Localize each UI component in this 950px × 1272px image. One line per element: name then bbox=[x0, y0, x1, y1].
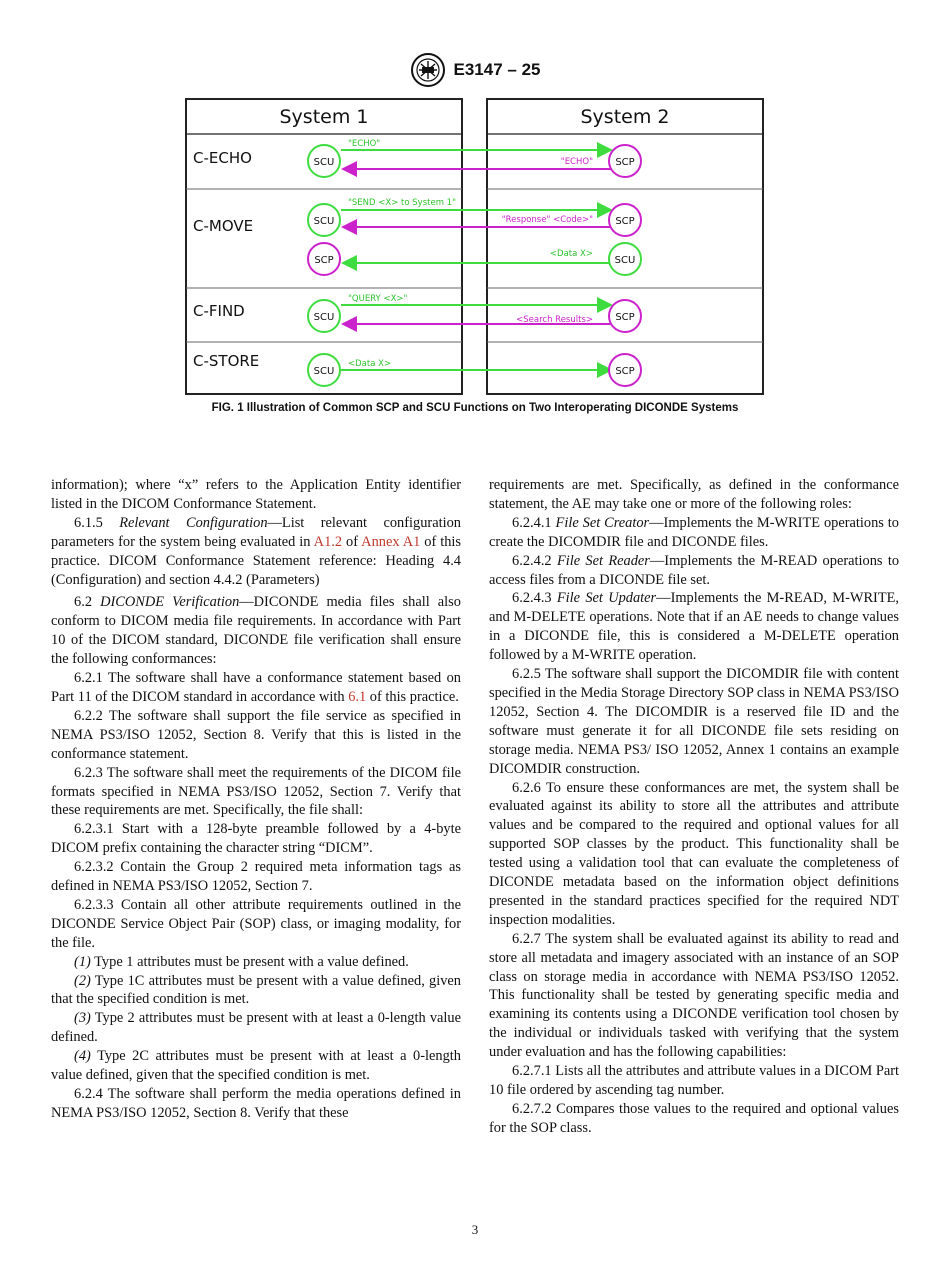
msg-find-response: <Search Results> bbox=[516, 315, 593, 325]
figure-1-diagram bbox=[185, 98, 765, 396]
node-label: SCU bbox=[313, 157, 335, 168]
paragraph-6-2-4-1: 6.2.4.1 File Set Creator—Implements the M-WRITE operations to create the DICOMDIR file and DICONDE files. bbox=[489, 514, 899, 550]
list-item-2: (2) Type 1C attributes must be present with a value defined, given that the specified condition is met. bbox=[51, 972, 461, 1008]
link-a1-2[interactable]: A1.2 bbox=[313, 533, 343, 550]
node-label: SCP bbox=[615, 157, 635, 168]
page-header bbox=[0, 50, 950, 90]
msg-echo-request: "ECHO" bbox=[348, 139, 381, 149]
paragraph: information); where “x” refers to the Application Entity identifier listed in the DICOM Conformance Statement. bbox=[51, 477, 461, 512]
paragraph-6-2-4-3: 6.2.4.3 File Set Updater—Implements the M-READ, M-WRITE, and M-DELETE operations. Note that if an AE needs to change values in a DICONDE file, this is considered a M-DELETE operation followed by a M-WRITE operation. bbox=[489, 590, 900, 664]
msg-echo-response: "ECHO" bbox=[560, 157, 593, 167]
msg-store-data: <Data X> bbox=[348, 359, 392, 369]
node-label: SCU bbox=[313, 216, 335, 227]
link-annex-a1[interactable]: Annex A1 bbox=[361, 533, 421, 550]
list-item-1: (1) Type 1 attributes must be present with a value defined. bbox=[74, 953, 409, 970]
node-label: SCP bbox=[615, 312, 635, 323]
paragraph-6-2-1: 6.2.1 The software shall have a conformance statement based on Part 11 of the DICOM standard in accordance with 6.1 of this practice. bbox=[51, 670, 461, 705]
system-2-title: System 2 bbox=[580, 106, 670, 128]
figure-caption: FIG. 1 Illustration of Common SCP and SCU Functions on Two Interoperating DICONDE Systems bbox=[211, 402, 739, 414]
node-label: SCP bbox=[314, 255, 334, 266]
paragraph-6-1-5: 6.1.5 Relevant Configuration—List relevant configuration parameters for the system being evaluated in A1.2 of Annex A1 of this practice. DICOM Conformance Statement reference: Heading 4.4 (Configuration) and section 4.4.2 (Parameters) bbox=[51, 514, 461, 588]
paragraph-6-2-6: 6.2.6 To ensure these conformances are met, the system shall be evaluated against its ability to store all the attributes and attribute values and be compared to the required and optional values for all supported SOP classes by the product. This functionality shall be tested using a validation tool that can evaluate the completeness of DICONDE metadata based on the information object definitions presented in the standard practices specified for the required NDT inspection modalities. bbox=[489, 779, 899, 928]
row-label-c-find: C-FIND bbox=[193, 302, 245, 320]
msg-move-response: "Response" <Code>" bbox=[501, 215, 593, 225]
paragraph-6-2: 6.2 DICONDE Verification—DICONDE media files shall also conform to DICOM media file requirements. In accordance with Part 10 of the DICOM standard, DICONDE file verification shall ensure the following conformances: bbox=[51, 594, 461, 668]
astm-logo-icon bbox=[410, 52, 446, 88]
row-label-c-store: C-STORE bbox=[193, 352, 260, 370]
list-item-4: (4) Type 2C attributes must be present with at least a 0-length value defined, given that the specified condition is met. bbox=[51, 1048, 461, 1084]
msg-find-request: "QUERY <X>" bbox=[348, 294, 408, 304]
list-item-3: (3) Type 2 attributes must be present with at least a 0-length value defined. bbox=[51, 1010, 461, 1046]
left-column bbox=[51, 476, 461, 1123]
node-label: SCU bbox=[313, 312, 335, 323]
paragraph: requirements are met. Specifically, as defined in the conformance statement, the AE may take one or more of the following roles: bbox=[489, 477, 899, 512]
msg-move-request: "SEND <X> to System 1" bbox=[348, 198, 457, 208]
system-1-title: System 1 bbox=[279, 106, 369, 128]
page-number: 3 bbox=[471, 1222, 479, 1237]
paragraph-6-2-5: 6.2.5 The software shall support the DICOMDIR file with content specified in the Media Storage Directory SOP class in NEMA PS3/ISO 12052, Section 4. The DICOMDIR is a reserved file ID and the software must generate it for all DICONDE file sets residing on storage media. NEMA PS3/ ISO 12052, Annex 1 contains an example DICOMDIR construction. bbox=[489, 666, 899, 777]
link-6-1[interactable]: 6.1 bbox=[348, 688, 367, 705]
msg-move-data: <Data X> bbox=[549, 249, 593, 259]
row-label-c-echo: C-ECHO bbox=[193, 149, 252, 167]
paragraph-6-2-7-1: 6.2.7.1 Lists all the attributes and attribute values in a DICOM Part 10 file ordered by ascending tag number. bbox=[489, 1063, 899, 1098]
paragraph-6-2-3-2: 6.2.3.2 Contain the Group 2 required meta information tags as defined in NEMA PS3/ISO 12052, Section 7. bbox=[51, 859, 461, 895]
right-column bbox=[489, 476, 899, 1138]
node-label: SCU bbox=[313, 366, 335, 377]
paragraph-6-2-4-2: 6.2.4.2 File Set Reader—Implements the M-READ operations to access files from a DICONDE file set. bbox=[489, 552, 900, 588]
node-label: SCP bbox=[615, 216, 635, 227]
paragraph-6-2-3: 6.2.3 The software shall meet the requirements of the DICOM file formats specified in NEMA PS3/ISO 12052, Section 7. Verify that these requirements are met. Specifically, the file shall: bbox=[51, 764, 461, 819]
row-label-c-move: C-MOVE bbox=[193, 217, 254, 235]
paragraph-6-2-7-2: 6.2.7.2 Compares those values to the required and optional values for the SOP class. bbox=[489, 1100, 899, 1136]
node-label: SCP bbox=[615, 366, 635, 377]
node-label: SCU bbox=[614, 255, 636, 266]
paragraph-6-2-3-3: 6.2.3.3 Contain all other attribute requirements outlined in the DICONDE Service Object Pair (SOP) class, or imaging modality, for the file. bbox=[51, 896, 461, 951]
standard-designation: E3147 – 25 bbox=[453, 60, 541, 79]
paragraph-6-2-2: 6.2.2 The software shall support the file service as specified in NEMA PS3/ISO 12052, Section 8. Verify that this is listed in the conformance statement. bbox=[51, 707, 461, 762]
paragraph-6-2-4: 6.2.4 The software shall perform the media operations defined in NEMA PS3/ISO 12052, Section 8. Verify that these bbox=[51, 1086, 461, 1121]
paragraph-6-2-7: 6.2.7 The system shall be evaluated against its ability to read and store all metadata and imagery associated with an instance of an SOP class on storage media in accordance with NEMA PS3/ISO 12052. This functionality shall be tested by generating specific media and examining its contents using a DICONDE verification tool chosen by the individual or individuals tasked with verifying that the system under evaluation and has the following capabilities: bbox=[489, 930, 899, 1061]
paragraph-6-2-3-1: 6.2.3.1 Start with a 128-byte preamble followed by a 4-byte DICOM prefix containing the character string “DICM”. bbox=[51, 821, 461, 857]
